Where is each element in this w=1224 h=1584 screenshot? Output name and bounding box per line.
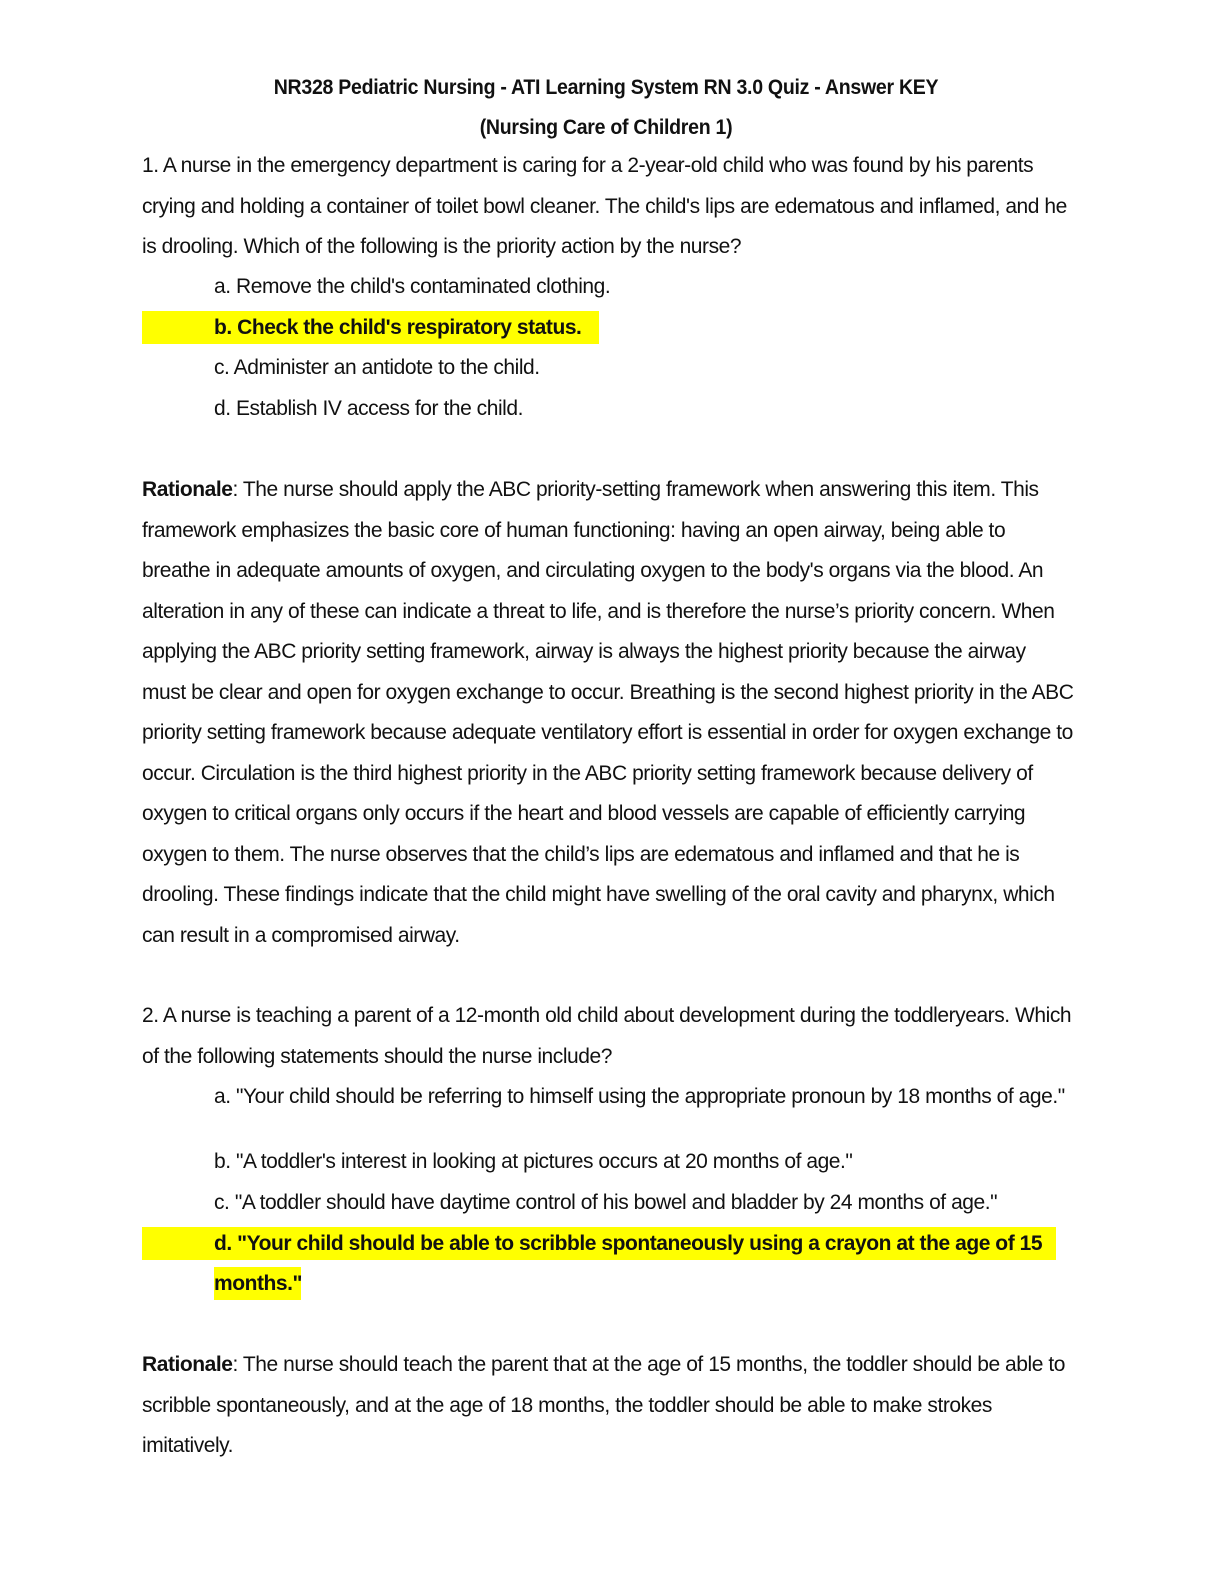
question-2-stem: 2. A nurse is teaching a parent of a 12-month old child about development during the toddleryears. Which of the following statements should the nurse include?: [142, 1004, 1072, 1068]
document-title: NR328 Pediatric Nursing - ATI Learning System RN 3.0 Quiz - Answer KEY: [273, 76, 939, 99]
question-1-option-d: d. Establish IV access for the child.: [214, 397, 524, 420]
question-2-option-a: a. "Your child should be referring to himself using the appropriate pronoun by 18 months of age.": [214, 1085, 1065, 1108]
question-2-option-d-continued: months.": [214, 1272, 303, 1295]
rationale-text: : The nurse should teach the parent that at the age of 15 months, the toddler should be able to scribble spontaneously, and at the age of 18 months, the toddler should be able to make strokes imitatively.: [142, 1353, 1065, 1457]
document-subtitle: (Nursing Care of Children 1): [479, 116, 733, 139]
question-1-option-b-correct: b. Check the child's respiratory status.: [214, 316, 582, 339]
question-2-option-b: b. "A toddler's interest in looking at pictures occurs at 20 months of age.": [214, 1150, 853, 1173]
question-1-option-c: c. Administer an antidote to the child.: [214, 356, 540, 379]
question-1-stem: 1. A nurse in the emergency department is caring for a 2-year-old child who was found by his parents crying and holding a container of toilet bowl cleaner. The child's lips are edematous and inflamed, and he is drooling. Which of the following is the priority action by the nurse?: [142, 154, 1067, 258]
question-2-option-c: c. "A toddler should have daytime control of his bowel and bladder by 24 months of age.": [214, 1191, 998, 1214]
question-2-rationale: [142, 1345, 1074, 1467]
rationale-label: Rationale: [142, 1353, 233, 1376]
question-1-option-a: a. Remove the child's contaminated clothing.: [214, 275, 611, 298]
question-2-option-d-correct: d. "Your child should be able to scribble spontaneously using a crayon at the age of 15: [214, 1232, 1043, 1255]
rationale-text: : The nurse should apply the ABC priority-setting framework when answering this item. This framework emphasizes the basic core of human functioning: having an open airway, being able to breathe in adequate amounts of oxygen, and circulating oxygen to the body's organs via the blood. An alteration in any of these can indicate a threat to life, and is therefore the nurse’s priority concern. When applying the ABC priority setting framework, airway is always the highest priority because the airway must be clear and open for oxygen exchange to occur. Breathing is the second highest priority in the ABC priority setting framework because adequate ventilatory effort is essential in order for oxygen exchange to occur. Circulation is the third highest priority in the ABC priority setting framework because delivery of oxygen to critical organs only occurs if the heart and blood vessels are capable of efficiently carrying oxygen to them. The nurse observes that the child’s lips are edematous and inflamed and that he is drooling. These findings indicate that the child might have swelling of the oral cavity and pharynx, which can result in a compromised airway.: [142, 478, 1074, 947]
rationale-label: Rationale: [142, 478, 233, 501]
question-1-rationale: [142, 470, 1074, 956]
